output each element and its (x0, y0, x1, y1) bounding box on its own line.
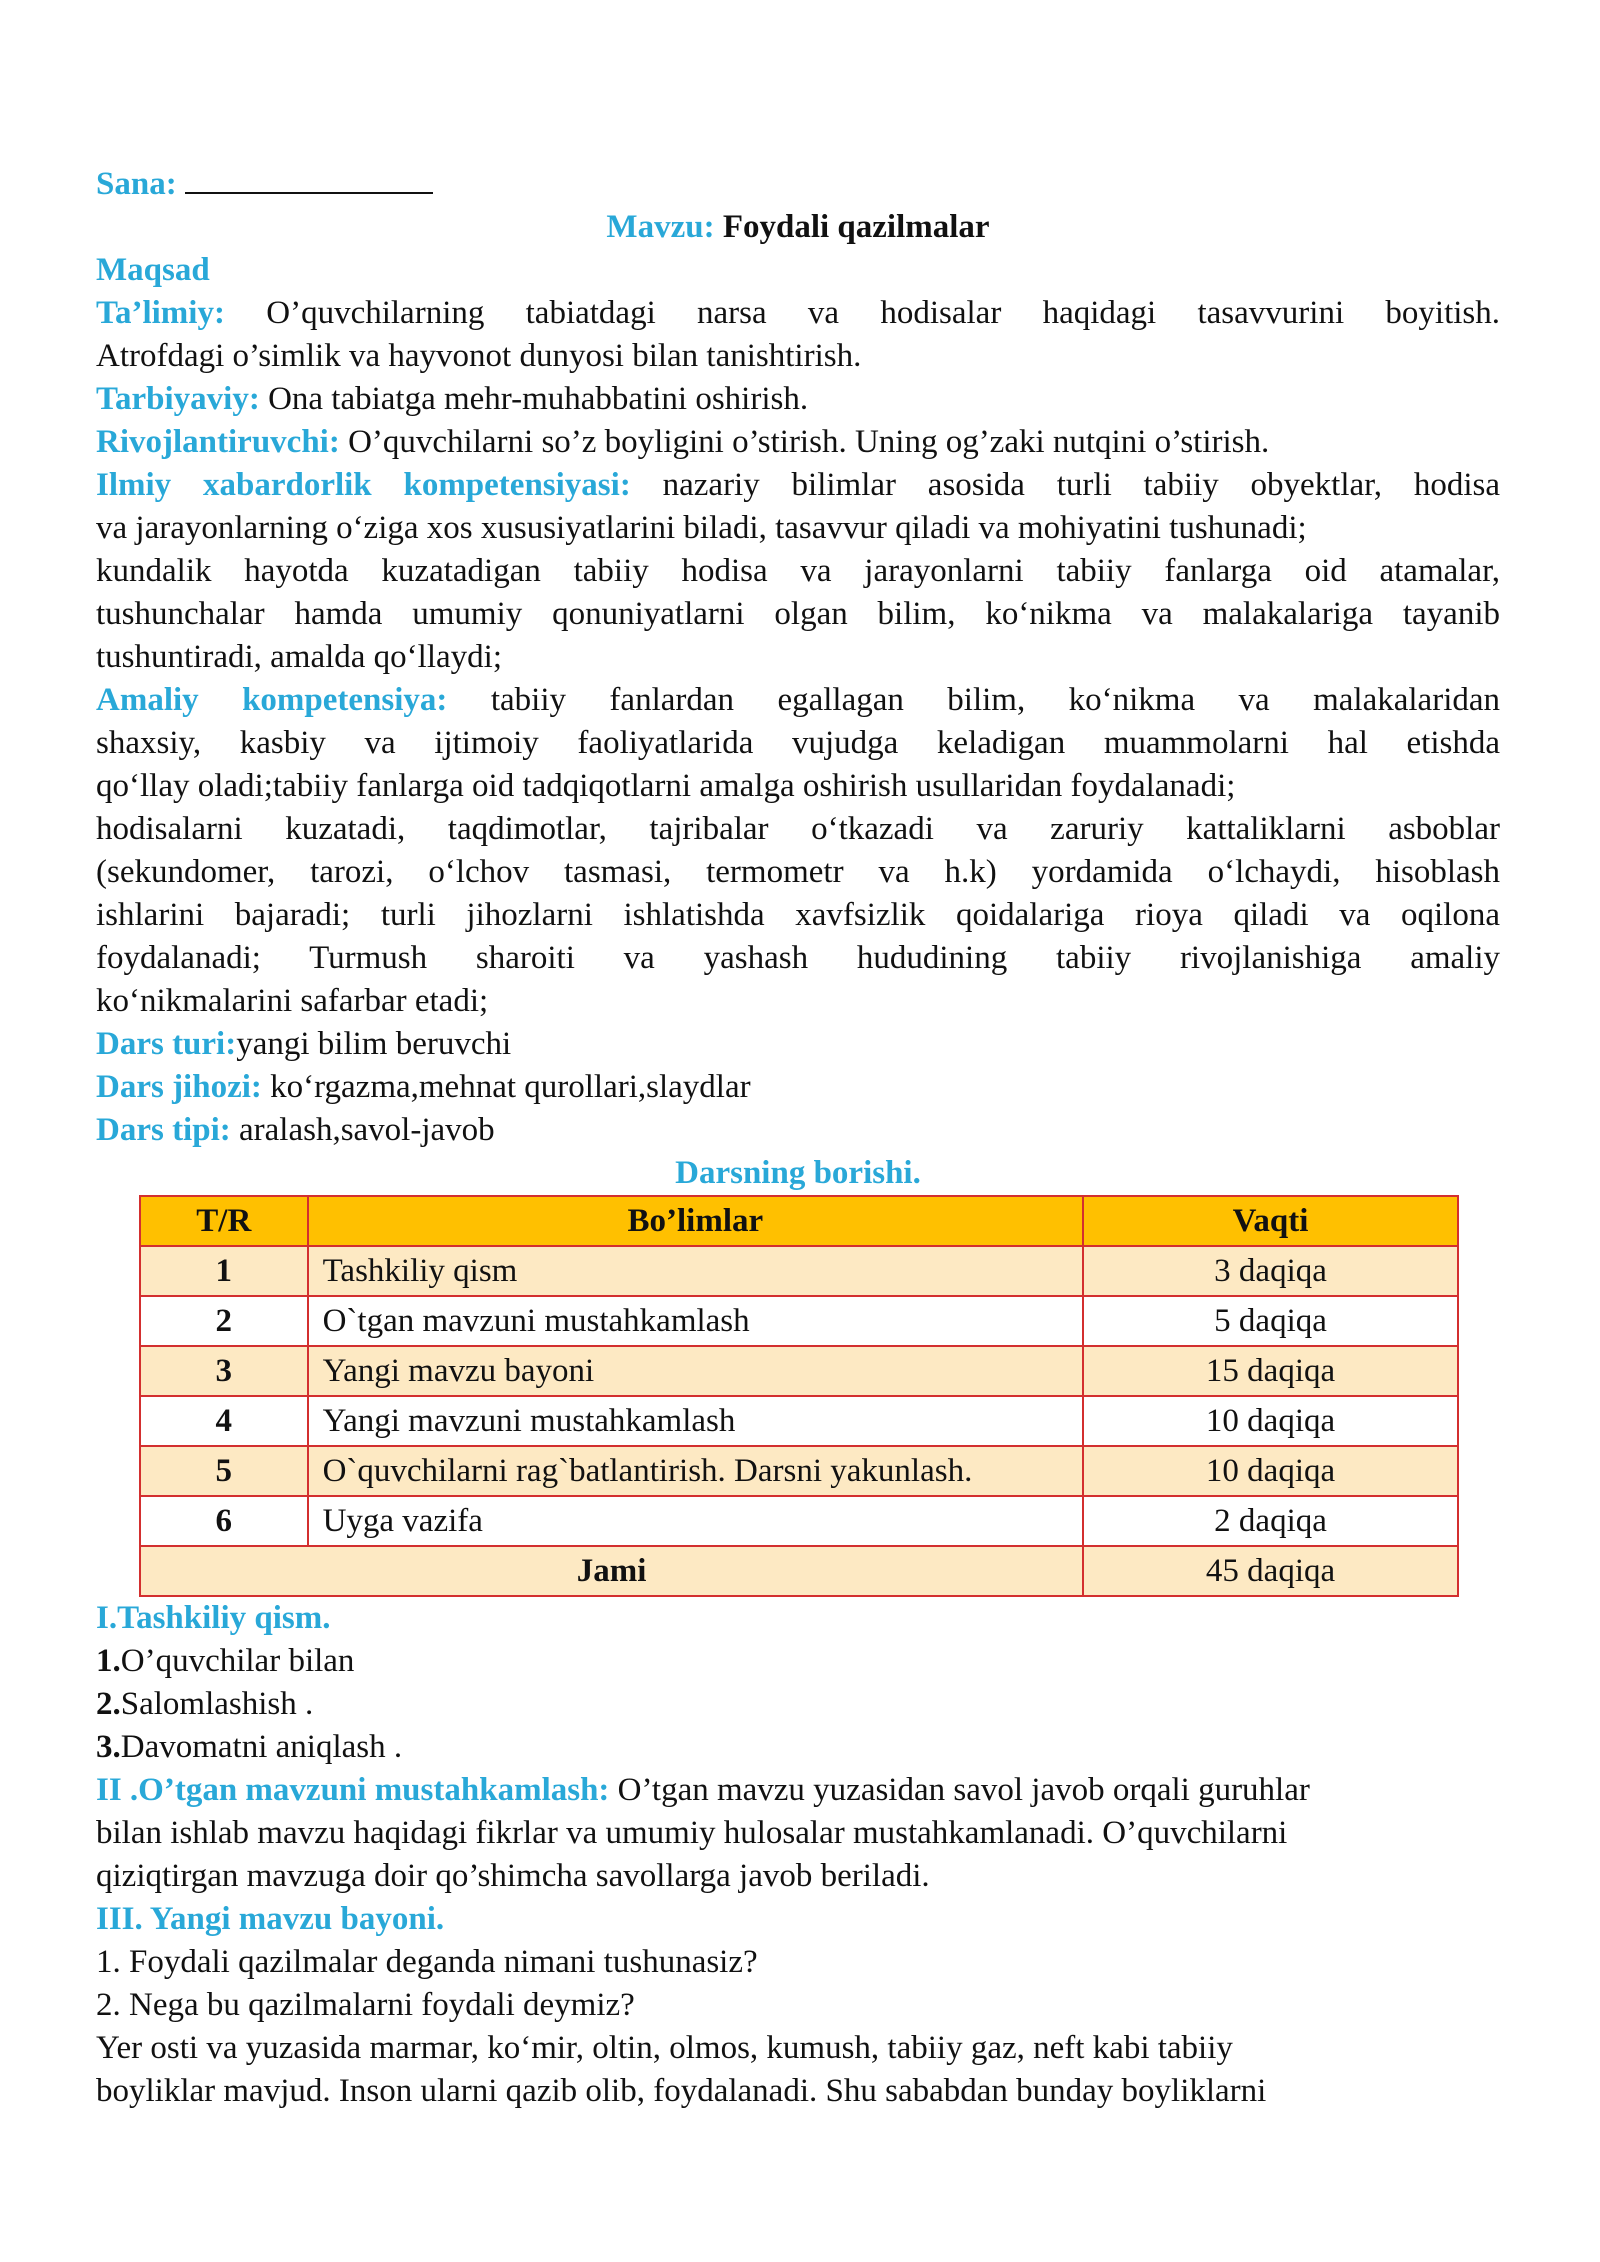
question-1: 1. Foydali qazilmalar deganda nimani tushunasiz? (96, 1944, 758, 1980)
row-time: 10 daqiqa (1083, 1446, 1458, 1496)
practical-competence-text-6: ishlarini bajaradi; turli jihozlarni ishlatishda xavfsizlik qoidalariga rioya qiladi va oqilona (96, 897, 1500, 933)
developing-label: Rivojlantiruvchi: (96, 424, 340, 460)
part2-label: II .O’tgan mavzuni mustahkamlash: (96, 1772, 610, 1808)
part2-text-3: qiziqtirgan mavzuga doir qo’shimcha savollarga javob beriladi. (96, 1858, 930, 1894)
lesson-equipment-row (96, 1066, 1500, 1109)
practical-competence-line1 (96, 679, 1500, 722)
lesson-type-row (96, 1023, 1500, 1066)
lesson-plan-page (96, 160, 1500, 2113)
row-number: 1 (140, 1246, 308, 1296)
column-header-number: T/R (140, 1196, 308, 1246)
plan-heading: Darsning borishi. (675, 1155, 921, 1191)
upbringing-label: Tarbiyaviy: (96, 381, 260, 417)
science-competence-line1 (96, 464, 1500, 507)
developing-text: O’quvchilarni so’z boyligini o’stirish. Uning og’zaki nutqini o’stirish. (348, 424, 1270, 460)
science-competence-text-4: tushunchalar hamda umumiy qonuniyatlarni olgan bilim, ko‘nikma va malakalariga tayanib (96, 596, 1500, 632)
educational-text-1: O’quvchilarning tabiatdagi narsa va hodisalar haqidagi tasavvurini boyitish. (266, 295, 1500, 331)
developing-goal (96, 421, 1500, 464)
row-section: Yangi mavzuni mustahkamlash (308, 1396, 1084, 1446)
row-section: O`tgan mavzuni mustahkamlash (308, 1296, 1084, 1346)
topic-title: Foydali qazilmalar (722, 209, 990, 245)
row-section: Uyga vazifa (308, 1496, 1084, 1546)
science-competence-text-1: nazariy bilimlar asosida turli tabiiy obyektlar, hodisa (662, 467, 1501, 503)
science-competence-label: Ilmiy xabardorlik kompetensiyasi: (96, 467, 631, 503)
row-time: 15 daqiqa (1083, 1346, 1458, 1396)
table-row (140, 1446, 1458, 1496)
lesson-type-value: yangi bilim beruvchi (236, 1026, 512, 1062)
total-label: Jami (140, 1546, 1083, 1596)
row-number: 3 (140, 1346, 308, 1396)
row-number: 2 (140, 1296, 308, 1346)
practical-competence-label: Amaliy kompetensiya: (96, 682, 448, 718)
lesson-plan-table (139, 1195, 1459, 1597)
row-number: 6 (140, 1496, 308, 1546)
practical-competence-text-2: shaxsiy, kasbiy va ijtimoiy faoliyatlarida vujudga keladigan muammolarni hal etishda (96, 725, 1500, 761)
row-time: 10 daqiqa (1083, 1396, 1458, 1446)
row-time: 5 daqiqa (1083, 1296, 1458, 1346)
column-header-time: Vaqti (1083, 1196, 1458, 1246)
row-section: O`quvchilarni rag`batlantirish. Darsni yakunlash. (308, 1446, 1084, 1496)
science-competence-text-2: va jarayonlarning o‘ziga xos xususiyatlarini biladi, tasavvur qiladi va mohiyatini tushunadi; (96, 510, 1307, 546)
upbringing-goal (96, 378, 1500, 421)
lesson-kind-value: aralash,savol-javob (239, 1112, 495, 1148)
science-competence-text-3: kundalik hayotda kuzatadigan tabiiy hodisa va jarayonlarni tabiiy fanlarga oid atamalar, (96, 553, 1500, 589)
row-time: 2 daqiqa (1083, 1496, 1458, 1546)
list-item-text: Davomatni aniqlash . (120, 1729, 403, 1765)
paragraph-line-1: Yer osti va yuzasida marmar, ko‘mir, oltin, olmos, kumush, tabiiy gaz, neft kabi tabiiy (96, 2030, 1233, 2066)
science-competence-text-5: tushuntiradi, amalda qo‘llaydi; (96, 639, 502, 675)
lesson-kind-row (96, 1109, 1500, 1152)
part3-heading: III. Yangi mavzu bayoni. (96, 1901, 445, 1937)
table-row (140, 1246, 1458, 1296)
educational-goal-line1 (96, 292, 1500, 335)
lesson-equipment-value: ko‘rgazma,mehnat qurollari,slaydlar (270, 1069, 751, 1105)
list-item (96, 1726, 1500, 1769)
goals-heading: Maqsad (96, 252, 210, 288)
date-blank (185, 162, 433, 194)
educational-text-2: Atrofdagi o’simlik va hayvonot dunyosi bilan tanishtirish. (96, 338, 862, 374)
row-time: 3 daqiqa (1083, 1246, 1458, 1296)
row-number: 4 (140, 1396, 308, 1446)
topic-row (96, 206, 1500, 249)
list-item-number: 3. (96, 1729, 121, 1765)
lesson-kind-label: Dars tipi: (96, 1112, 231, 1148)
part1-heading: I.Tashkiliy qism. (96, 1600, 331, 1636)
practical-competence-text-5: (sekundomer, tarozi, o‘lchov tasmasi, termometr va h.k) yordamida o‘lchaydi, hisoblash (96, 854, 1500, 890)
table-row (140, 1346, 1458, 1396)
practical-competence-text-7: foydalanadi; Turmush sharoiti va yashash hududining tabiiy rivojlanishiga amaliy (96, 940, 1500, 976)
list-item (96, 1640, 1500, 1683)
practical-competence-text-1: tabiiy fanlardan egallagan bilim, ko‘nikma va malakalaridan (490, 682, 1501, 718)
table-row (140, 1296, 1458, 1346)
upbringing-text: Ona tabiatga mehr-muhabbatini oshirish. (268, 381, 809, 417)
table-total-row (140, 1546, 1458, 1596)
lesson-type-label: Dars turi: (96, 1026, 237, 1062)
date-label: Sana: (96, 166, 177, 202)
row-section: Tashkiliy qism (308, 1246, 1084, 1296)
list-item-number: 1. (96, 1643, 121, 1679)
practical-competence-text-4: hodisalarni kuzatadi, taqdimotlar, tajribalar o‘tkazadi va zaruriy kattaliklarni asboblar (96, 811, 1500, 847)
date-row (96, 162, 1500, 206)
part2-text-1: O’tgan mavzu yuzasidan savol javob orqali guruhlar (617, 1772, 1310, 1808)
practical-competence-text-8: ko‘nikmalarini safarbar etadi; (96, 983, 489, 1019)
topic-label: Mavzu: (606, 209, 715, 245)
part2-line1 (96, 1769, 1500, 1812)
total-time: 45 daqiqa (1083, 1546, 1458, 1596)
question-2: 2. Nega bu qazilmalarni foydali deymiz? (96, 1987, 635, 2023)
table-row (140, 1496, 1458, 1546)
part2-text-2: bilan ishlab mavzu haqidagi fikrlar va umumiy hulosalar mustahkamlanadi. O’quvchilarni (96, 1815, 1288, 1851)
column-header-section: Bo’limlar (308, 1196, 1084, 1246)
lesson-equipment-label: Dars jihozi: (96, 1069, 262, 1105)
educational-label: Ta’limiy: (96, 295, 225, 331)
list-item-text: O’quvchilar bilan (120, 1643, 355, 1679)
list-item-text: Salomlashish . (120, 1686, 314, 1722)
paragraph-line-2: boyliklar mavjud. Inson ularni qazib olib, foydalanadi. Shu sababdan bunday boyliklarni (96, 2073, 1267, 2109)
list-item (96, 1683, 1500, 1726)
table-header-row (140, 1196, 1458, 1246)
row-section: Yangi mavzu bayoni (308, 1346, 1084, 1396)
list-item-number: 2. (96, 1686, 121, 1722)
table-row (140, 1396, 1458, 1446)
practical-competence-text-3: qo‘llay oladi;tabiiy fanlarga oid tadqiqotlarni amalga oshirish usullaridan foydalanadi; (96, 768, 1236, 804)
row-number: 5 (140, 1446, 308, 1496)
